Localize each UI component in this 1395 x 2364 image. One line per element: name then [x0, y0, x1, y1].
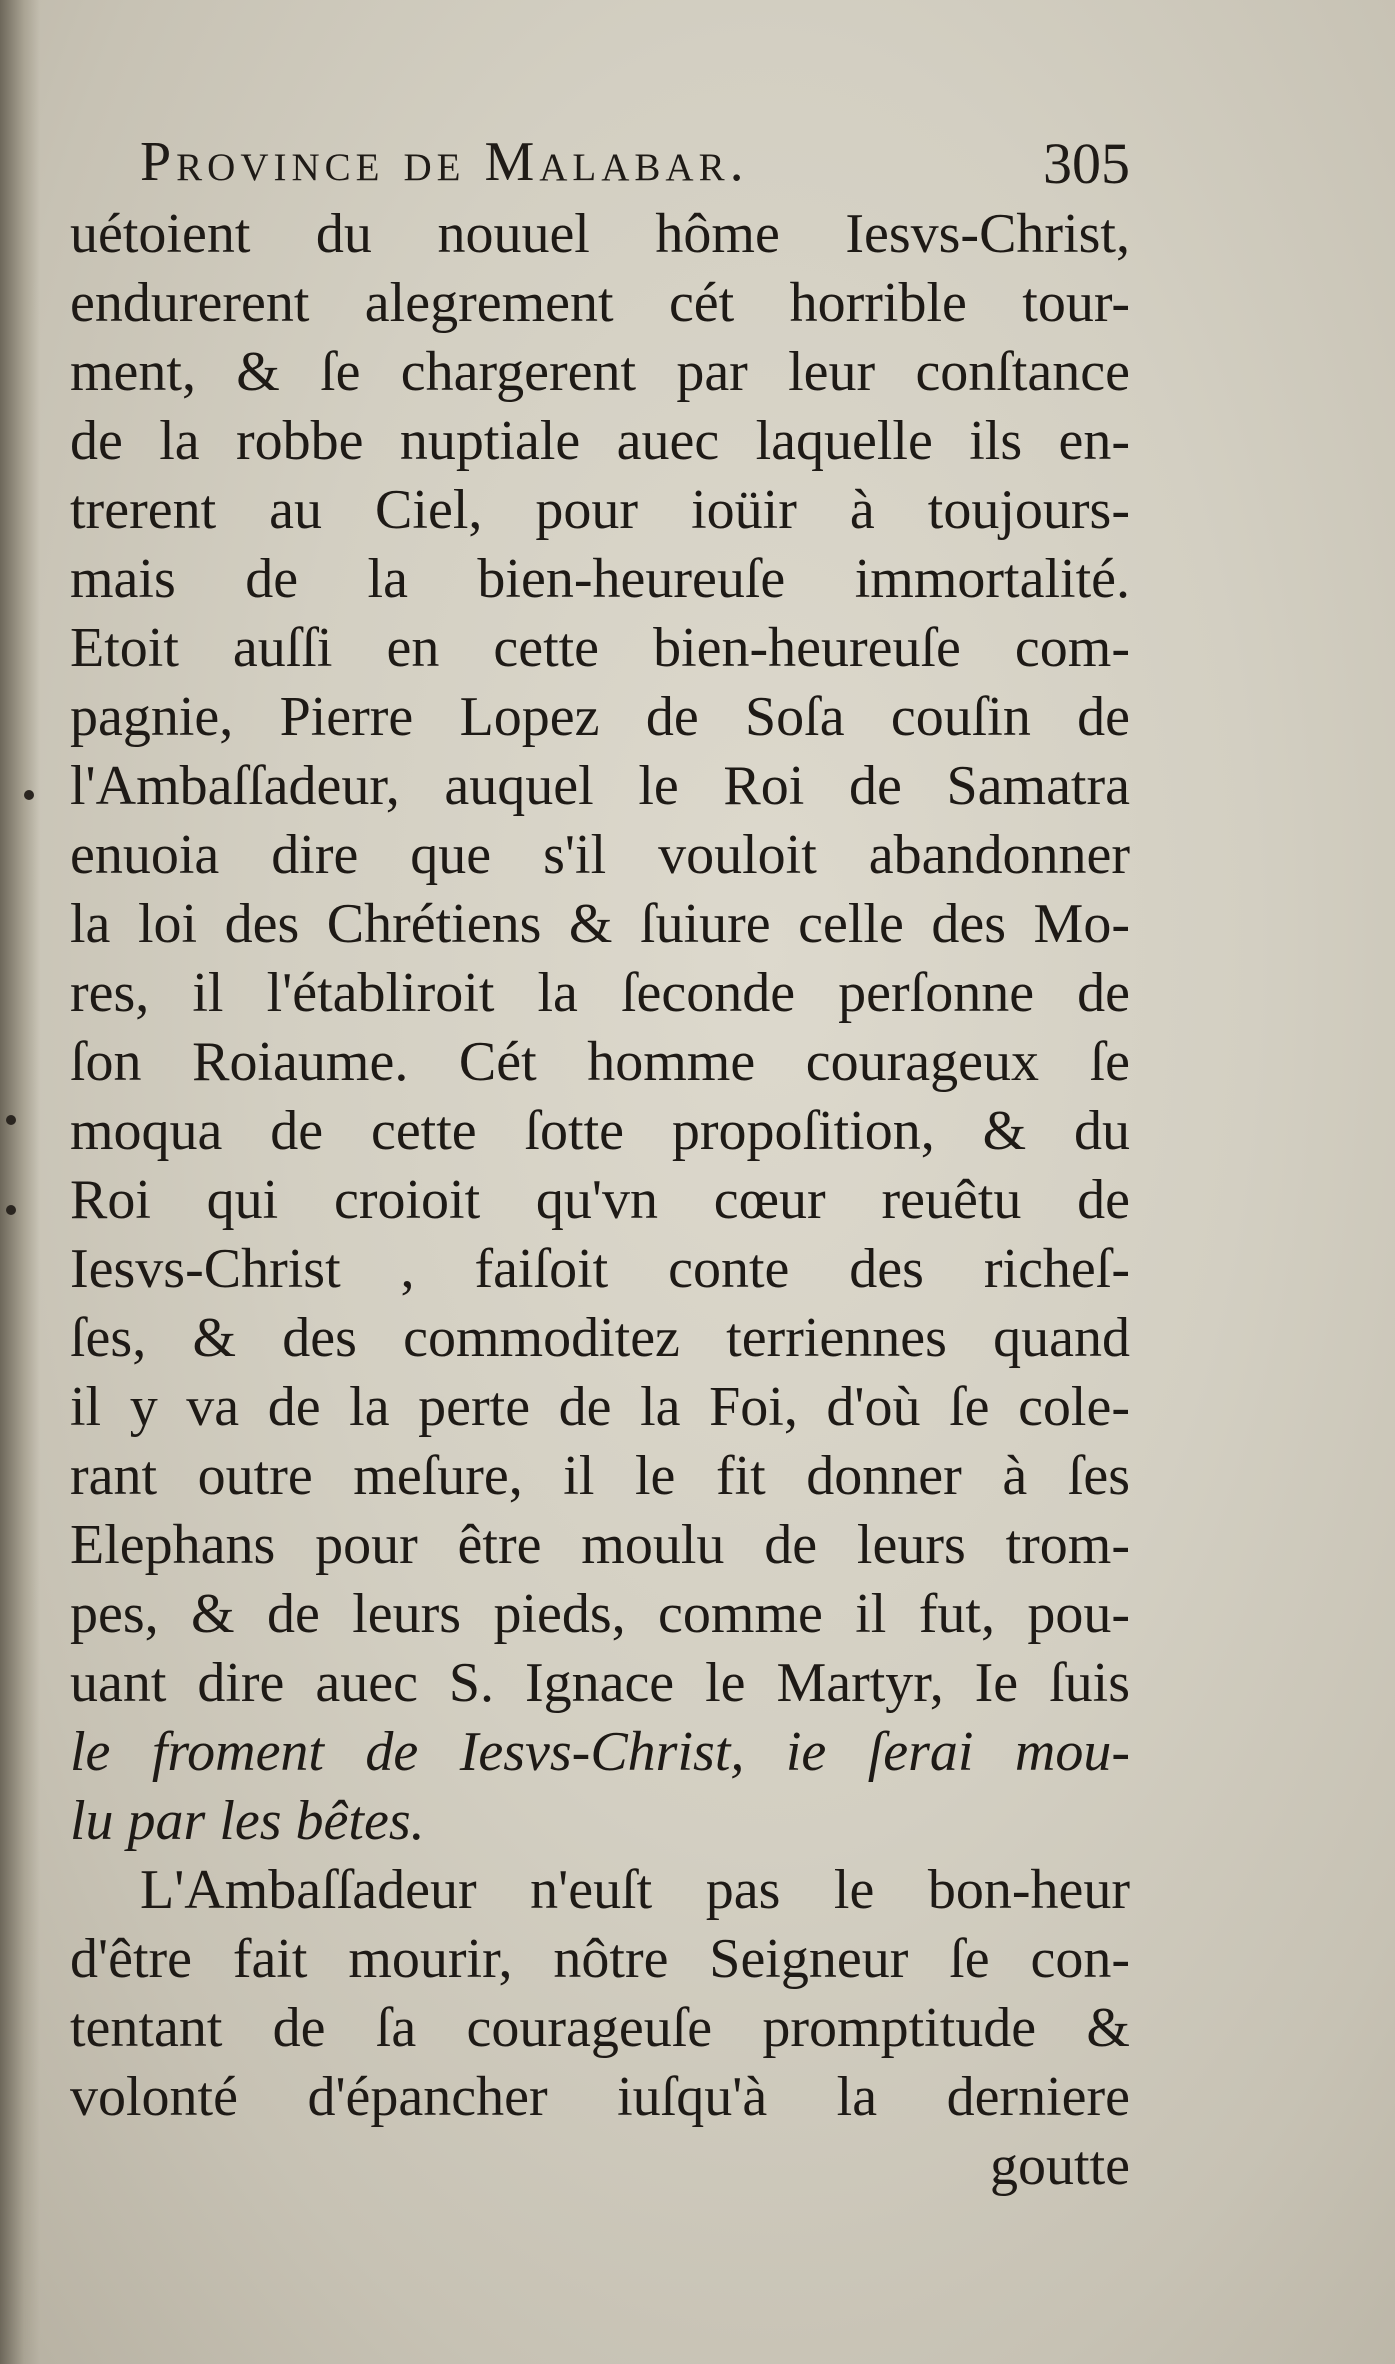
text-line: pes, & de leurs pieds, comme il fut, pou-	[70, 1583, 1130, 1645]
text-line: ment, & ſe chargerent par leur conſtance	[70, 341, 1130, 403]
text-line-italic-quote: lu par les bêtes.	[70, 1790, 425, 1852]
margin-dot-mark	[24, 790, 34, 800]
text-line: res, il l'établiroit la ſeconde perſonne de	[70, 962, 1130, 1024]
text-line: uétoient du nouuel hôme Iesvs-Christ,	[70, 203, 1130, 265]
text-line: ſon Roiaume. Cét homme courageux ſe	[70, 1031, 1130, 1093]
text-line: volonté d'épancher iuſqu'à la derniere	[70, 2066, 1130, 2128]
text-line: ſes, & des commoditez terriennes quand	[70, 1307, 1130, 1369]
text-line: Etoit auſſi en cette bien-heureuſe com-	[70, 617, 1130, 679]
text-line: rant outre meſure, il le fit donner à ſes	[70, 1445, 1130, 1507]
page-header	[140, 130, 1130, 200]
text-line: trerent au Ciel, pour ioüir à toujours-	[70, 479, 1130, 541]
text-line: moqua de cette ſotte propoſition, & du	[70, 1100, 1130, 1162]
text-line: mais de la bien-heureuſe immortalité.	[70, 548, 1130, 610]
page-number: 305	[1043, 131, 1130, 196]
text-line: Roi qui croioit qu'vn cœur reuêtu de	[70, 1169, 1130, 1231]
text-line: Iesvs-Christ , faiſoit conte des richeſ-	[70, 1238, 1130, 1300]
text-line: de la robbe nuptiale auec laquelle ils en-	[70, 410, 1130, 472]
text-line: endurerent alegrement cét horrible tour-	[70, 272, 1130, 334]
text-line: Elephans pour être moulu de leurs trom-	[70, 1514, 1130, 1576]
text-line-italic-quote: le froment de Iesvs-Christ, ie ſerai mou-	[70, 1721, 1130, 1783]
text-line: uant dire auec S. Ignace le Martyr, Ie ſuis	[70, 1652, 1130, 1714]
text-line: tentant de ſa courageuſe promptitude &	[70, 1997, 1130, 2059]
body-text	[70, 200, 1130, 2201]
margin-dot-mark	[6, 1205, 16, 1215]
running-head: Province de Malabar.	[140, 131, 749, 193]
margin-dot-mark	[6, 1115, 16, 1125]
paragraph-start-line: L'Ambaſſadeur n'euſt pas le bon-heur	[140, 1859, 1130, 1921]
text-line: la loi des Chrétiens & ſuiure celle des Mo-	[70, 893, 1130, 955]
text-line: l'Ambaſſadeur, auquel le Roi de Samatra	[70, 755, 1130, 817]
text-line: d'être fait mourir, nôtre Seigneur ſe con-	[70, 1928, 1130, 1990]
text-line: pagnie, Pierre Lopez de Soſa couſin de	[70, 686, 1130, 748]
text-line: enuoia dire que s'il vouloit abandonner	[70, 824, 1130, 886]
text-line: il y va de la perte de la Foi, d'où ſe cole-	[70, 1376, 1130, 1438]
catchword: goutte	[990, 2135, 1130, 2197]
